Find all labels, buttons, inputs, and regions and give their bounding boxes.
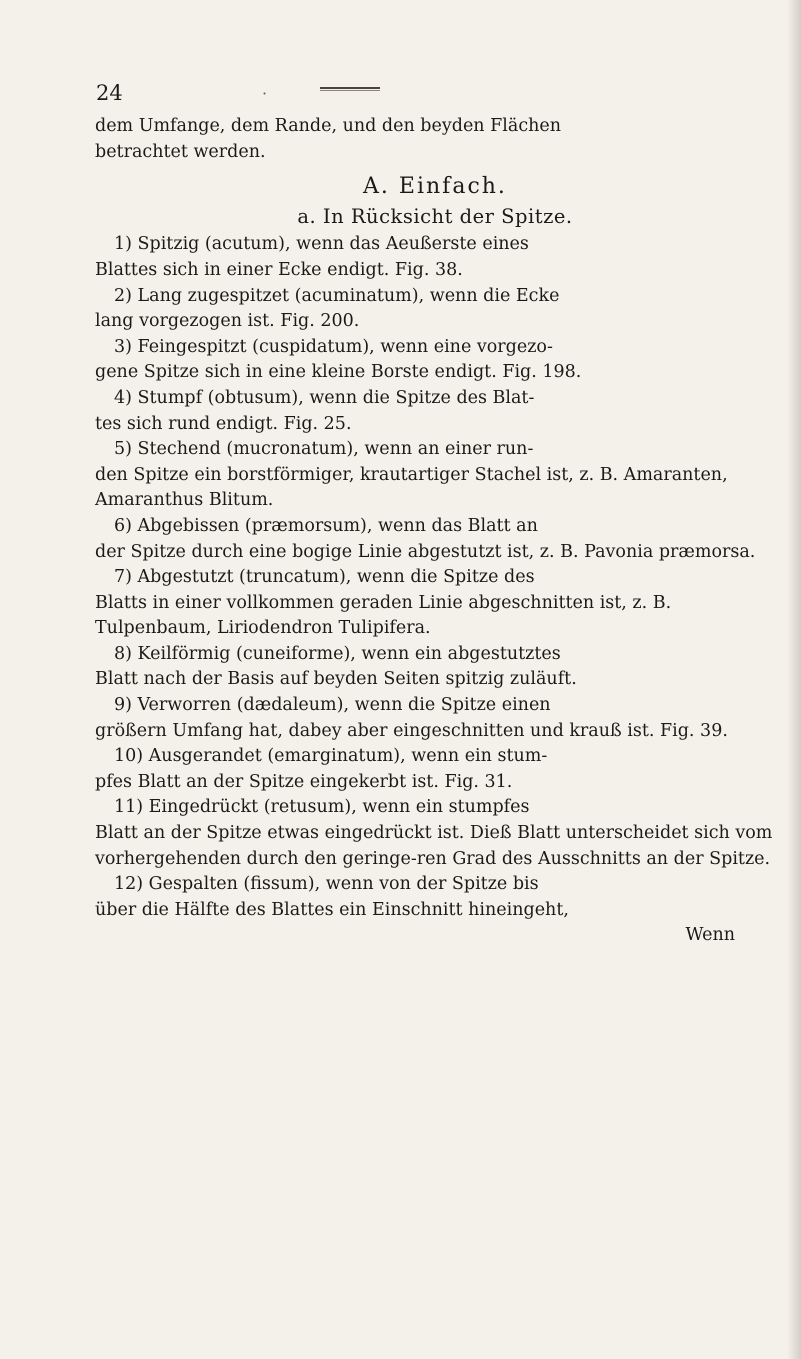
definition-item-1 bbox=[95, 232, 775, 283]
opening-line-1: dem Umfange, dem Rande, und den beyden Flächen bbox=[95, 116, 562, 136]
item-first-line: 3) Feingespitzt (cuspidatum), wenn eine vorgezo- bbox=[114, 336, 553, 357]
definition-item-11 bbox=[95, 795, 775, 872]
item-continuation: Blatt an der Spitze etwas eingedrückt ist. Dieß Blatt unterscheidet sich vom vorhergehenden durch den geringe-ren Grad des Ausschnitts an der Spitze. bbox=[95, 823, 773, 869]
item-first-line: 4) Stumpf (obtusum), wenn die Spitze des Blat- bbox=[114, 387, 535, 408]
item-first-line: 9) Verworren (dædaleum), wenn die Spitze einen bbox=[114, 695, 551, 716]
opening-line-2: betrachtet werden. bbox=[95, 141, 266, 162]
sub-heading: a. In Rücksicht der Spitze. bbox=[297, 204, 573, 228]
item-first-line: 7) Abgestutzt (truncatum), wenn die Spitze des bbox=[114, 567, 535, 588]
item-continuation: gene Spitze sich in eine kleine Borste endigt. Fig. 198. bbox=[95, 362, 582, 383]
definition-item-5 bbox=[95, 437, 775, 514]
definition-item-12 bbox=[95, 872, 775, 923]
section-heading: A. Einfach. bbox=[363, 174, 507, 200]
item-first-line: 5) Stechend (mucronatum), wenn an einer run- bbox=[114, 439, 534, 460]
definition-item-10 bbox=[95, 744, 775, 795]
item-first-line: 12) Gespalten (fissum), wenn von der Spitze bis bbox=[114, 874, 539, 895]
item-continuation: pfes Blatt an der Spitze eingekerbt ist. Fig. 31. bbox=[95, 771, 513, 792]
definition-item-7 bbox=[95, 565, 775, 642]
item-continuation: der Spitze durch eine bogige Linie abgestutzt ist, z. B. Pavonia præmorsa. bbox=[95, 541, 756, 562]
item-continuation: über die Hälfte des Blattes ein Einschnitt hineingeht, bbox=[95, 899, 569, 920]
item-continuation: Blattes sich in einer Ecke endigt. Fig. 38. bbox=[95, 259, 463, 280]
header-rule bbox=[320, 87, 380, 91]
item-first-line: 1) Spitzig (acutum), wenn das Aeußerste eines bbox=[114, 234, 529, 255]
item-continuation: den Spitze ein borstförmiger, krautartiger Stachel ist, z. B. Amaranten, Amaranthus Blitum. bbox=[95, 464, 728, 511]
definition-item-6 bbox=[95, 514, 775, 565]
item-first-line: 2) Lang zugespitzet (acuminatum), wenn die Ecke bbox=[114, 285, 560, 306]
item-first-line: 6) Abgebissen (præmorsum), wenn das Blatt an bbox=[114, 515, 538, 536]
definition-item-4 bbox=[95, 386, 775, 437]
catchword: Wenn bbox=[685, 925, 735, 946]
page-edge-shadow bbox=[787, 0, 801, 1359]
item-continuation: Blatts in einer vollkommen geraden Linie abgeschnitten ist, z. B. Tulpenbaum, Liriodendron Tulipifera. bbox=[95, 592, 672, 639]
definition-item-9 bbox=[95, 693, 775, 744]
item-continuation: größern Umfang hat, dabey aber eingeschnitten und krauß ist. Fig. 39. bbox=[95, 720, 728, 741]
page-number: 24 bbox=[96, 81, 123, 105]
definition-item-2 bbox=[95, 284, 775, 335]
item-continuation: tes sich rund endigt. Fig. 25. bbox=[95, 413, 352, 434]
header-mark: · bbox=[262, 84, 268, 103]
item-continuation: Blatt nach der Basis auf beyden Seiten spitzig zuläuft. bbox=[95, 669, 577, 690]
definition-item-3 bbox=[95, 335, 775, 386]
page-body bbox=[95, 114, 775, 949]
definition-item-8 bbox=[95, 642, 775, 693]
item-first-line: 11) Eingedrückt (retusum), wenn ein stumpfes bbox=[114, 797, 530, 818]
item-continuation: lang vorgezogen ist. Fig. 200. bbox=[95, 311, 360, 332]
item-first-line: 10) Ausgerandet (emarginatum), wenn ein stum- bbox=[114, 746, 548, 767]
item-first-line: 8) Keilförmig (cuneiforme), wenn ein abgestutztes bbox=[114, 643, 561, 664]
